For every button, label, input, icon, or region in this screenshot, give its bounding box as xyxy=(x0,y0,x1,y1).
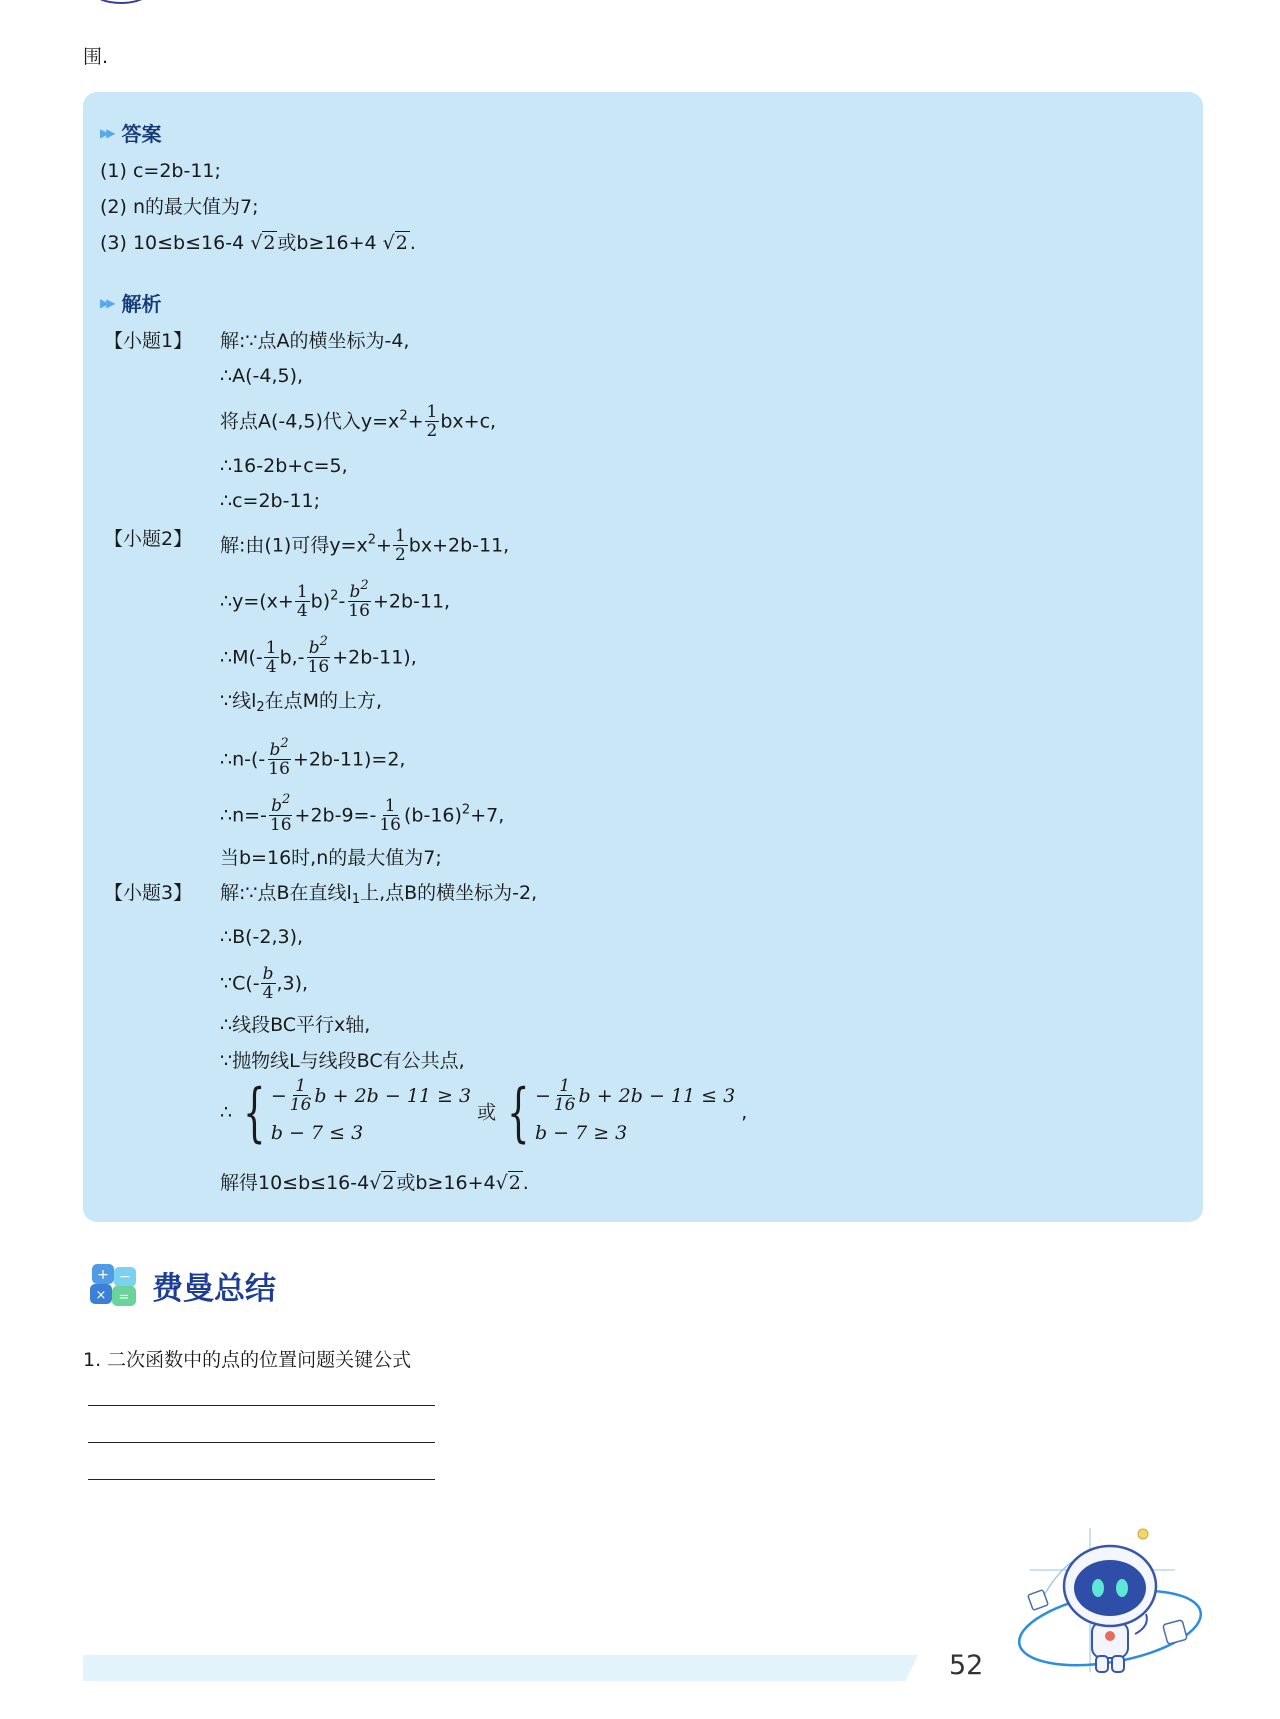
q2-line-1: 解:由(1)可得$y=x^2+$ $\frac{1}{2}$ bx+2b-11, xyxy=(220,526,510,565)
q1-line-2: ∴A(-4,5), xyxy=(220,365,304,387)
top-decoration xyxy=(92,0,150,4)
inequality-system-a: { − $\frac{1}{16}$ b + 2b − 11 ≥ 3 b − 7 ≤ 3 xyxy=(243,1076,472,1150)
q2-line-7: 当b=16时,n的最大值为7; xyxy=(220,847,442,869)
subquestion-3-tag: 【小题3】 xyxy=(104,882,193,904)
svg-text:−: − xyxy=(119,1269,131,1285)
robot-mascot-icon xyxy=(1010,1522,1210,1680)
q1-line-3: 将点A(-4,5)代入$y=x^2+$ $\frac{1}{2}$ bx+c, xyxy=(220,402,497,441)
page-number: 52 xyxy=(949,1650,984,1681)
q3-line-5: ∵抛物线L与线段BC有公共点, xyxy=(220,1050,465,1072)
subquestion-1-tag: 【小题1】 xyxy=(104,330,193,352)
q1-line-4: ∴16-2b+c=5, xyxy=(220,455,348,477)
summary-heading xyxy=(86,1262,276,1308)
answer-item-3: (3) 10≤b≤16-4 √2 或b≥16+4 √2 . xyxy=(100,232,416,254)
q2-line-3: ∴M(- $\frac{1}{4}$ b,- $\frac{b^2}{16}$ +2b-11), xyxy=(220,634,417,677)
answer-blank-line[interactable] xyxy=(88,1405,435,1406)
q1-line-1: 解:∵点A的横坐标为-4, xyxy=(220,330,410,352)
q3-line-1: 解:∵点B在直线$l_1$上,点B的横坐标为-2, xyxy=(220,882,538,907)
subquestion-2-tag: 【小题2】 xyxy=(104,528,193,550)
double-arrow-icon: ▶▶ xyxy=(100,295,113,310)
q2-line-5: ∴n-(- $\frac{b^2}{16}$ +2b-11)=2, xyxy=(220,736,406,779)
svg-text:=: = xyxy=(118,1290,130,1305)
answer-item-1: (1) c=2b-11; xyxy=(100,160,221,182)
answer-blank-line[interactable] xyxy=(88,1479,435,1480)
q2-line-2: ∴y=(x+ $\frac{1}{4}$ b)$^2$- $\frac{b^2}{16}$ +2b-11, xyxy=(220,578,451,621)
q3-line-6-system: ∴ { − $\frac{1}{16}$ b + 2b − 11 ≥ 3 b − 7 ≤ 3 或 { − $\frac{1}{16}$ b + 2b − 11 ≤ 3 b − 7 ≥ 3 , xyxy=(220,1076,748,1150)
q2-line-6: ∴n=- $\frac{b^2}{16}$ +2b-9=- $\frac{1}{16}$ $(b-16)^2+7$, xyxy=(220,792,505,835)
q3-line-7: 解得10≤b≤16-4√2 或b≥16+4√2 . xyxy=(220,1172,529,1194)
svg-text:+: + xyxy=(97,1267,109,1283)
summary-question-1: 1. 二次函数中的点的位置问题关键公式 xyxy=(83,1349,412,1371)
calculator-icon xyxy=(86,1262,142,1308)
q3-line-2: ∴B(-2,3), xyxy=(220,926,304,948)
q3-line-3: ∵C(- $\frac{b}{4}$ ,3), xyxy=(220,964,309,1003)
answer-item-2: (2) n的最大值为7; xyxy=(100,196,259,218)
footer-band xyxy=(83,1655,918,1681)
summary-title: 费曼总结 xyxy=(152,1270,276,1307)
answer-heading xyxy=(100,118,161,147)
answer-heading-label: 答案 xyxy=(121,122,162,146)
double-arrow-icon: ▶▶ xyxy=(100,125,113,140)
q3-line-4: ∴线段BC平行x轴, xyxy=(220,1014,371,1036)
inequality-system-b: { − $\frac{1}{16}$ b + 2b − 11 ≤ 3 b − 7 ≥ 3 xyxy=(507,1076,736,1150)
q2-line-4: ∵线$l_2$在点M的上方, xyxy=(220,690,383,715)
svg-text:×: × xyxy=(95,1288,107,1303)
analysis-heading-label: 解析 xyxy=(121,292,162,316)
answer-blank-line[interactable] xyxy=(88,1442,435,1443)
q1-line-5: ∴c=2b-11; xyxy=(220,490,321,512)
analysis-heading xyxy=(100,288,161,317)
intro-text: 围. xyxy=(83,46,109,68)
